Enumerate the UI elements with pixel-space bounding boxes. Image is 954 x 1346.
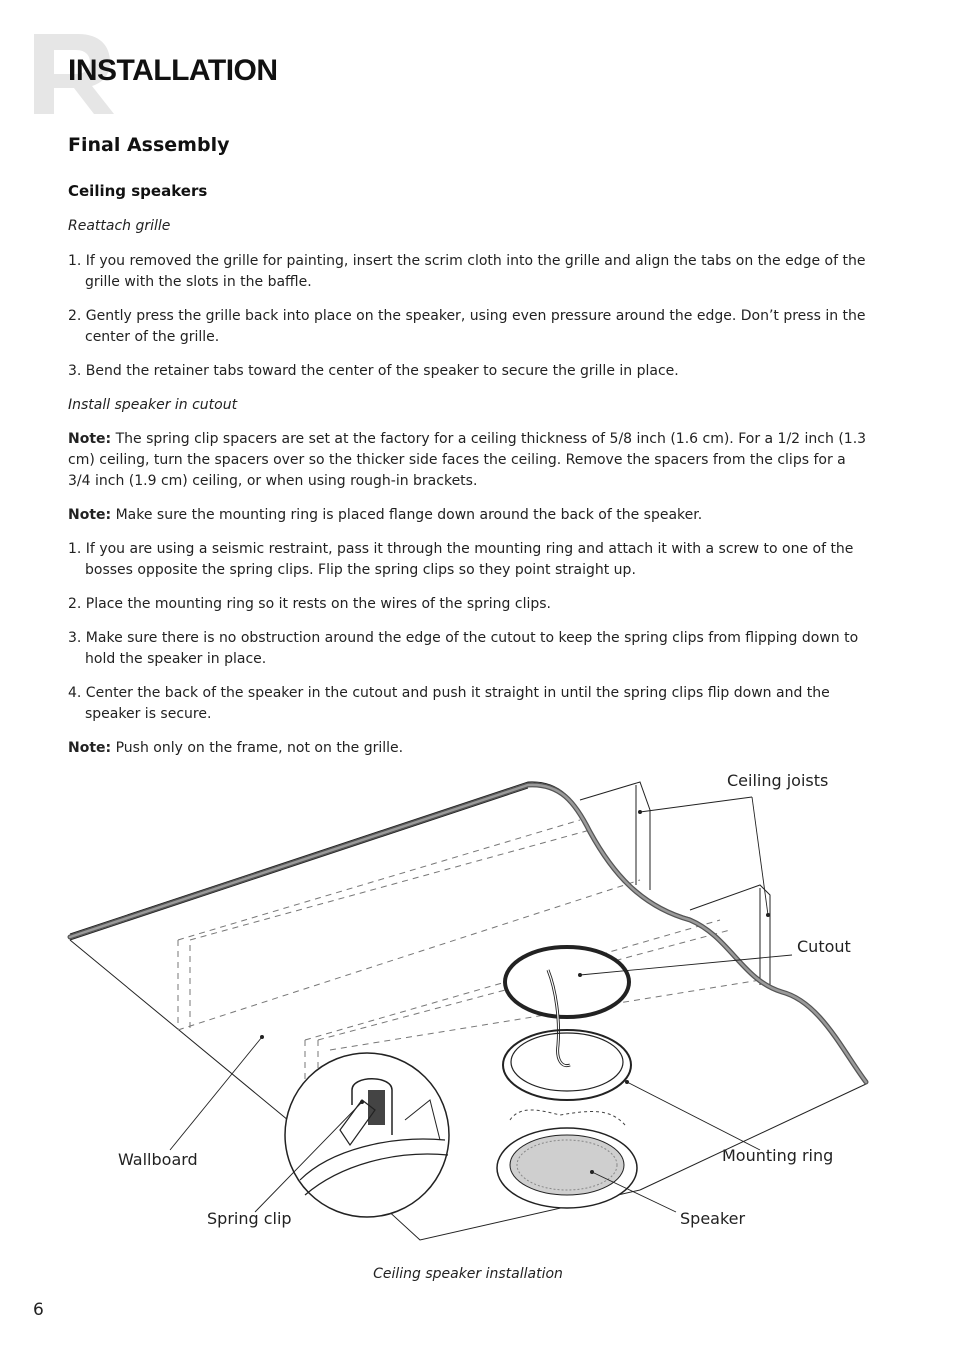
install-step: 2. Place the mounting ring so it rests on the wires of the spring clips.: [68, 596, 551, 612]
note-label: Note:: [68, 431, 112, 447]
label-cutout: Cutout: [797, 937, 851, 956]
note-text: Make sure the mounting ring is placed flange down around the back of the speaker.: [111, 507, 703, 523]
reattach-heading: Reattach grille: [68, 218, 171, 234]
install-step: 3. Make sure there is no obstruction around the edge of the cutout to keep the spring clips from flipping down to hold the speaker in place.: [68, 630, 859, 667]
note-text: Push only on the frame, not on the grille.: [111, 740, 404, 756]
reattach-step: 1. If you removed the grille for painting, insert the scrim cloth into the grille and align the tabs on the edge of the grille with the slots in the baffle.: [68, 253, 866, 290]
reattach-step: 2. Gently press the grille back into place on the speaker, using even pressure around the edge. Don’t press in the center of the grille.: [68, 308, 866, 345]
label-wallboard: Wallboard: [118, 1150, 198, 1169]
section-title: Final Assembly: [68, 134, 230, 156]
figure-caption: Ceiling speaker installation: [373, 1266, 563, 1282]
note-label: Note:: [68, 740, 112, 756]
note-paragraph: [68, 505, 868, 526]
note-paragraph: [68, 738, 868, 759]
note-text: The spring clip spacers are set at the factory for a ceiling thickness of 5/8 inch (1.6 cm). For a 1/2 inch (1.3 cm) ceiling, turn the spacers over so the thicker side faces the ceiling. Remove the spacers from the clips for a 3/4 inch (1.9 cm) ceiling, or when using rough-in brackets.: [68, 431, 867, 489]
note-label: Note:: [68, 507, 112, 523]
label-spring-clip: Spring clip: [207, 1209, 292, 1228]
install-step: 4. Center the back of the speaker in the cutout and push it straight in until the spring clips flip down and the speaker is secure.: [68, 685, 830, 722]
label-mounting-ring: Mounting ring: [722, 1146, 834, 1165]
reattach-step: 3. Bend the retainer tabs toward the center of the speaker to secure the grille in place.: [68, 363, 679, 379]
page-title: INSTALLATION: [68, 54, 278, 87]
install-step: 1. If you are using a seismic restraint, pass it through the mounting ring and attach it with a screw to one of the bosses opposite the spring clips. Flip the spring clips so they point straight up.: [68, 541, 854, 578]
label-ceiling-joists: Ceiling joists: [727, 771, 829, 790]
install-heading: Install speaker in cutout: [68, 397, 238, 413]
label-speaker: Speaker: [680, 1209, 746, 1228]
subsection-title: Ceiling speakers: [68, 182, 208, 200]
note-paragraph: [68, 429, 868, 492]
page-number: 6: [33, 1300, 44, 1320]
ceiling-installation-illustration: [60, 770, 880, 1250]
